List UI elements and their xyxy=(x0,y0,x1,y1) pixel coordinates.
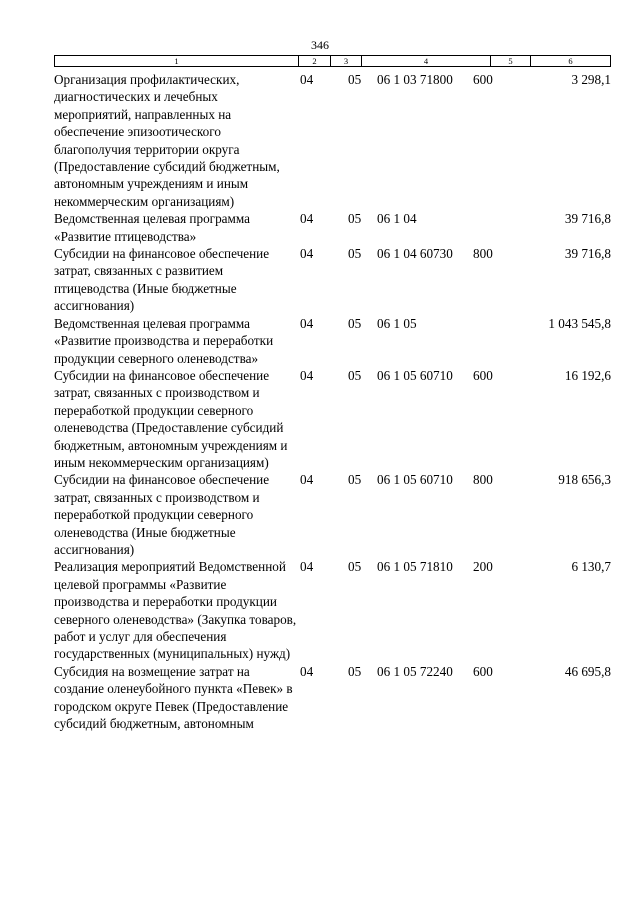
row-expense-type: 600 xyxy=(473,367,493,383)
row-expense-type xyxy=(473,315,509,367)
header-col-6: 6 xyxy=(568,56,573,66)
row-expense-type: 800 xyxy=(473,472,493,488)
row-amount: 39 716,8 xyxy=(564,246,611,262)
row-section: 04 xyxy=(300,211,314,227)
row-section: 04 xyxy=(300,472,314,488)
table-row xyxy=(54,367,611,471)
row-name: Субсидии на финансовое обеспечение затрат, связанных с развитием птицеводства (Иные бюджетные ассигнования) xyxy=(54,246,270,314)
row-amount: 16 192,6 xyxy=(564,367,611,383)
table-row xyxy=(54,315,611,367)
row-subsection: 05 xyxy=(348,663,362,679)
row-amount: 1 043 545,8 xyxy=(548,315,611,331)
header-col-5: 5 xyxy=(491,56,531,66)
row-target-article: 06 1 05 71810 xyxy=(377,559,453,575)
row-amount: 6 130,7 xyxy=(571,559,611,575)
row-name: Субсидии на финансовое обеспечение затрат, связанных с производством и переработкой продукции северного оленеводства (Иные бюджетные ассигнования) xyxy=(54,472,270,557)
row-target-article: 06 1 05 xyxy=(377,315,417,331)
table-row xyxy=(54,471,611,558)
row-name: Ведомственная целевая программа «Развитие птицеводства» xyxy=(54,211,250,244)
row-section: 04 xyxy=(300,246,314,262)
row-expense-type: 600 xyxy=(473,663,493,679)
row-section: 04 xyxy=(300,559,314,575)
row-target-article: 06 1 05 60710 xyxy=(377,472,453,488)
row-target-article: 06 1 04 xyxy=(377,211,417,227)
row-amount: 3 298,1 xyxy=(571,72,611,87)
row-expense-type: 600 xyxy=(473,72,493,87)
row-section: 04 xyxy=(300,663,314,679)
table-row xyxy=(54,71,611,210)
row-section: 04 xyxy=(300,315,314,331)
row-subsection: 05 xyxy=(348,72,362,87)
row-subsection: 05 xyxy=(348,367,362,383)
page-number: 346 xyxy=(311,38,329,52)
row-target-article: 06 1 04 60730 xyxy=(377,246,453,262)
row-amount: 918 656,3 xyxy=(558,472,611,488)
table-row xyxy=(54,663,611,733)
row-expense-type: 800 xyxy=(473,246,493,262)
header-col-3: 3 xyxy=(331,56,362,66)
table-row xyxy=(54,210,611,245)
header-col-1: 1 xyxy=(55,56,299,66)
row-expense-type: 200 xyxy=(473,559,493,575)
row-name: Субсидии на финансовое обеспечение затрат, связанных с производством и переработкой продукции северного оленеводства (Предоставление субсидий бюджетным, автономным учреждениям и иным некоммерческим организациям) xyxy=(54,367,288,470)
table-body xyxy=(54,71,611,732)
table-row xyxy=(54,558,611,662)
row-name: Организация профилактических, диагностических и лечебных мероприятий, направленных на обеспечение эпизоотического благополучия территории округа (Предоставление субсидий бюджетным, автономным учреждениям и иным некоммерческим организациям) xyxy=(54,72,280,209)
row-subsection: 05 xyxy=(348,472,362,488)
row-target-article: 06 1 05 72240 xyxy=(377,663,453,679)
header-col-2: 2 xyxy=(299,56,331,66)
row-name: Субсидия на возмещение затрат на создание оленеубойного пункта «Певек» в городском округе Певек (Предоставление субсидий бюджетным, автономным xyxy=(54,663,293,732)
row-name: Ведомственная целевая программа «Развитие производства и переработки продукции северного оленеводства» xyxy=(54,315,274,366)
row-subsection: 05 xyxy=(348,559,362,575)
header-col-4: 4 xyxy=(362,56,491,66)
row-target-article: 06 1 03 71800 xyxy=(377,72,453,87)
row-subsection: 05 xyxy=(348,211,362,227)
row-amount: 46 695,8 xyxy=(564,663,611,679)
row-subsection: 05 xyxy=(348,315,362,331)
row-expense-type xyxy=(473,210,509,245)
row-section: 04 xyxy=(300,367,314,383)
row-amount: 39 716,8 xyxy=(564,211,611,227)
table-row xyxy=(54,245,611,315)
table-header xyxy=(54,55,611,67)
row-name: Реализация мероприятий Ведомственной целевой программы «Развитие производства и переработки продукции северного оленеводства» (Закупка товаров, работ и услуг для обеспечения государственных (муниципальных) нужд) xyxy=(54,559,297,662)
row-subsection: 05 xyxy=(348,246,362,262)
row-target-article: 06 1 05 60710 xyxy=(377,367,453,383)
row-section: 04 xyxy=(300,72,314,87)
